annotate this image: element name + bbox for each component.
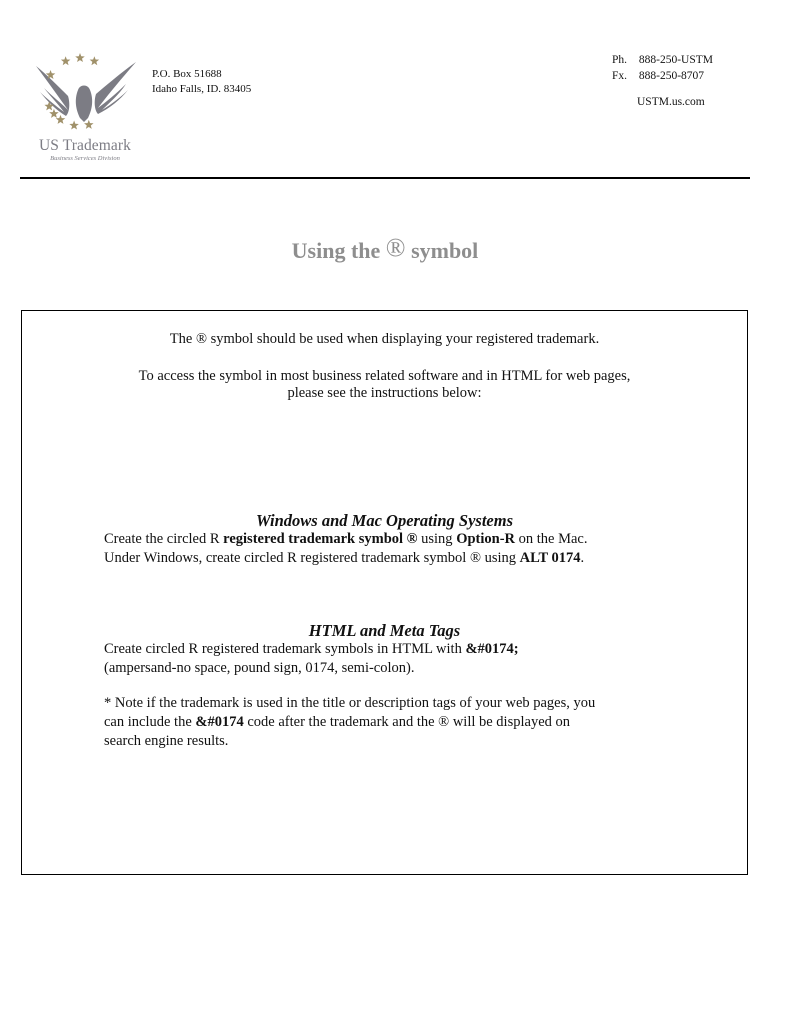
stars-icon xyxy=(28,52,143,137)
logo-name: US Trademark xyxy=(38,137,132,154)
windows-mac-heading: Windows and Mac Operating Systems xyxy=(255,511,513,530)
phone-number: 888-250-USTM xyxy=(638,54,713,66)
registered-symbol: ® xyxy=(385,233,406,262)
address-line-2: Idaho Falls, ID. 83405 xyxy=(152,82,252,95)
title-text-after: symbol xyxy=(411,238,479,263)
website: USTM.us.com xyxy=(637,96,705,108)
star-icon xyxy=(75,53,85,62)
bold-segment: registered trademark symbol ® xyxy=(223,531,418,547)
phone-label: Ph. xyxy=(612,54,628,66)
bold-segment: &#0174; xyxy=(465,641,519,657)
star-icon xyxy=(84,120,94,129)
bold-segment: ALT 0174 xyxy=(519,550,581,566)
text-segment: . xyxy=(580,550,585,566)
text-segment: Create the circled R xyxy=(104,531,224,547)
star-icon xyxy=(61,56,71,65)
text-segment: using xyxy=(417,531,457,547)
header-divider xyxy=(20,177,750,179)
phone-row xyxy=(612,52,713,68)
windows-mac-line-2 xyxy=(104,549,664,567)
fax-label: Fx. xyxy=(612,70,628,82)
access-text-line-1: To access the symbol in most business related software and in HTML for web pages, xyxy=(138,368,631,384)
text-segment: code after the trademark and the ® will be displayed on xyxy=(243,714,571,730)
fax-number: 888-250-8707 xyxy=(638,70,705,82)
html-meta-line-2: (ampersand-no space, pound sign, 0174, semi-colon). xyxy=(104,660,415,676)
mailing-address xyxy=(152,67,251,96)
note-line-3: search engine results. xyxy=(104,733,229,749)
text-segment: can include the xyxy=(104,714,196,730)
star-icon xyxy=(49,109,59,118)
text-segment: on the Mac. xyxy=(515,531,588,547)
html-meta-line-1 xyxy=(104,640,664,658)
instructions-box xyxy=(21,310,748,875)
star-icon xyxy=(44,101,54,110)
star-icon xyxy=(90,56,100,65)
title-text-before: Using the xyxy=(291,238,381,263)
note-line-2 xyxy=(104,713,664,731)
html-meta-heading: HTML and Meta Tags xyxy=(308,621,461,640)
star-icon xyxy=(46,70,56,79)
bold-segment: Option-R xyxy=(456,531,516,547)
fax-row xyxy=(612,68,713,84)
us-trademark-logo xyxy=(28,52,143,167)
access-text-line-2: please see the instructions below: xyxy=(287,385,482,401)
text-segment: Under Windows, create circled R registered trademark symbol ® using xyxy=(104,550,520,566)
windows-mac-line-1 xyxy=(104,530,664,548)
intro-text: The ® symbol should be used when displaying your registered trademark. xyxy=(169,331,600,347)
address-line-1: P.O. Box 51688 xyxy=(152,68,222,80)
star-icon xyxy=(56,115,66,124)
logo-subtitle: Business Services Division xyxy=(50,155,120,162)
note-line-1: * Note if the trademark is used in the title or description tags of your web pages, you xyxy=(104,695,596,711)
text-segment: Create circled R registered trademark symbols in HTML with xyxy=(104,641,466,657)
star-icon xyxy=(69,120,79,129)
contact-info xyxy=(612,52,713,110)
bold-segment: &#0174 xyxy=(195,714,244,730)
page-title xyxy=(0,235,770,265)
